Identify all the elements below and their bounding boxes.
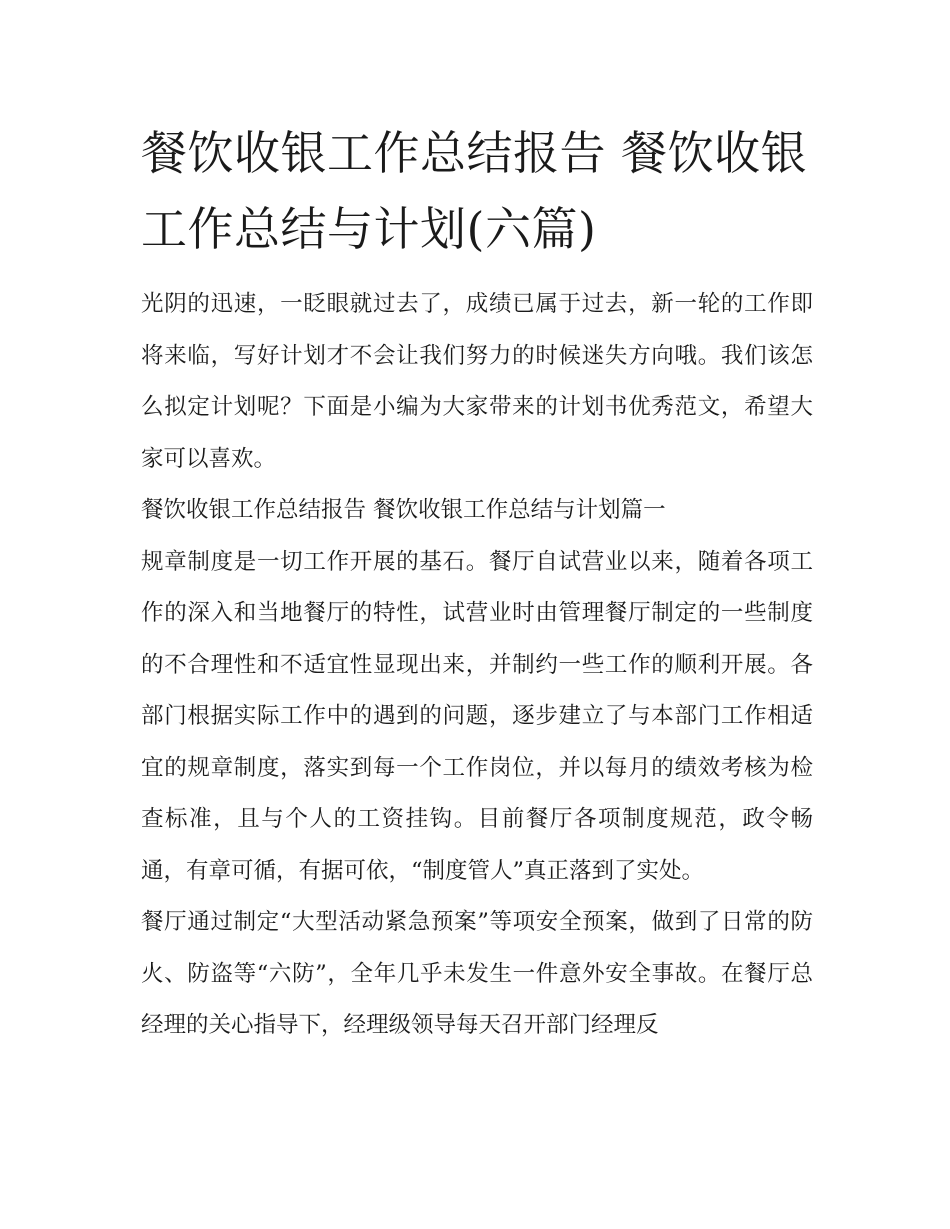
intro-paragraph: 光阴的迅速，一眨眼就过去了，成绩已属于过去，新一轮的工作即将来临，写好计划才不会让我们努力的时候迷失方向哦。我们该怎么拟定计划呢？下面是小编为大家带来的计划书优秀范文，希望大家可以喜欢。 bbox=[141, 291, 813, 472]
document-title: 餐饮收银工作总结报告 餐饮收银工作总结与计划(六篇) bbox=[141, 126, 808, 256]
document-body bbox=[141, 279, 813, 1052]
section-heading: 餐饮收银工作总结报告 餐饮收银工作总结与计划篇一 bbox=[141, 497, 666, 523]
body-paragraph: 规章制度是一切工作开展的基石。餐厅自试营业以来，随着各项工作的深入和当地餐厅的特性，试营业时由管理餐厅制定的一些制度的不合理性和不适宜性显现出来，并制约一些工作的顺利开展。各部门根据实际工作中的遇到的问题，逐步建立了与本部门工作相适宜的规章制度，落实到每一个工作岗位，并以每月的绩效考核为检查标准，且与个人的工资挂钩。目前餐厅各项制度规范，政令畅通，有章可循，有据可依，“制度管人”真正落到了实处。 bbox=[141, 548, 813, 884]
body-paragraph: 餐厅通过制定“大型活动紧急预案”等项安全预案，做到了日常的防火、防盗等“六防”，全年几乎未发生一件意外安全事故。在餐厅总经理的关心指导下，经理级领导每天召开部门经理反 bbox=[141, 909, 813, 1038]
